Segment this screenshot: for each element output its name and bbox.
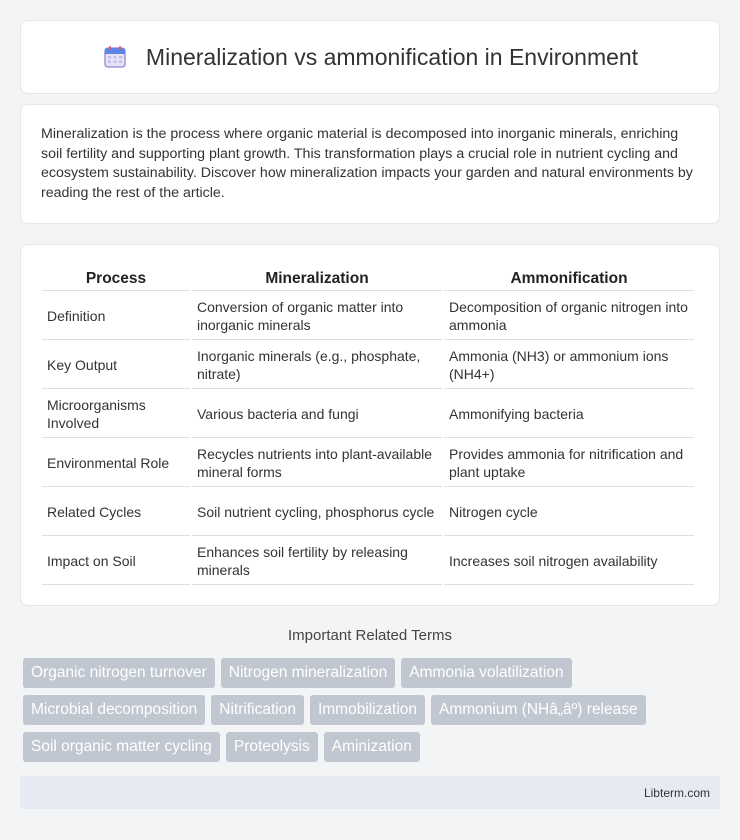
related-term-tag[interactable]: Nitrogen mineralization [221, 658, 396, 688]
intro-card [20, 104, 720, 224]
cell-mineralization: Enhances soil fertility by releasing minerals [192, 538, 442, 585]
cell-ammonification: Ammonia (NH3) or ammonium ions (NH4+) [444, 342, 694, 389]
cell-process: Environmental Role [42, 440, 190, 487]
cell-ammonification: Ammonifying bacteria [444, 391, 694, 438]
related-term-tag[interactable]: Immobilization [310, 695, 425, 725]
related-term-tag[interactable]: Organic nitrogen turnover [23, 658, 215, 688]
table-row [42, 391, 694, 438]
related-terms-list [20, 658, 720, 762]
cell-mineralization: Inorganic minerals (e.g., phosphate, nitrate) [192, 342, 442, 389]
related-term-tag[interactable]: Microbial decomposition [23, 695, 205, 725]
table-header-row [42, 267, 694, 291]
cell-ammonification: Nitrogen cycle [444, 489, 694, 536]
table-row [42, 489, 694, 536]
comparison-table-card [20, 244, 720, 606]
cell-mineralization: Various bacteria and fungi [192, 391, 442, 438]
page-title: Mineralization vs ammonification in Environment [145, 43, 639, 70]
header-mineralization: Mineralization [192, 267, 442, 291]
cell-ammonification: Decomposition of organic nitrogen into ammonia [444, 293, 694, 340]
table-row [42, 293, 694, 340]
table-row [42, 538, 694, 585]
table-row [42, 342, 694, 389]
footer [20, 776, 720, 809]
footer-brand-link[interactable]: Libterm.com [643, 785, 710, 800]
cell-mineralization: Recycles nutrients into plant-available mineral forms [192, 440, 442, 487]
cell-process: Related Cycles [42, 489, 190, 536]
header-ammonification: Ammonification [444, 267, 694, 291]
related-term-tag[interactable]: Aminization [324, 732, 420, 762]
related-term-tag[interactable]: Soil organic matter cycling [23, 732, 220, 762]
related-term-tag[interactable]: Ammonium (NHâ„âº) release [431, 695, 646, 725]
comparison-table [40, 265, 696, 587]
related-term-tag[interactable]: Nitrification [211, 695, 304, 725]
related-term-tag[interactable]: Ammonia volatilization [401, 658, 571, 688]
cell-mineralization: Soil nutrient cycling, phosphorus cycle [192, 489, 442, 536]
header-process: Process [42, 267, 190, 291]
header-card [20, 20, 720, 94]
intro-text: Mineralization is the process where organic material is decomposed into inorganic minerals, enriching soil fertility and supporting plant growth. This transformation plays a crucial role in nutrient cycling and ecosystem sustainability. Discover how mineralization impacts your garden and natural environments by reading the rest of the article. [41, 126, 693, 201]
related-terms-title: Important Related Terms [288, 627, 452, 644]
table-row [42, 440, 694, 487]
cell-mineralization: Conversion of organic matter into inorganic minerals [192, 293, 442, 340]
cell-process: Impact on Soil [42, 538, 190, 585]
cell-process: Microorganisms Involved [42, 391, 190, 438]
cell-process: Key Output [42, 342, 190, 389]
cell-ammonification: Provides ammonia for nitrification and plant uptake [444, 440, 694, 487]
cell-process: Definition [42, 293, 190, 340]
cell-ammonification: Increases soil nitrogen availability [444, 538, 694, 585]
calendar-icon [102, 44, 128, 70]
related-term-tag[interactable]: Proteolysis [226, 732, 318, 762]
